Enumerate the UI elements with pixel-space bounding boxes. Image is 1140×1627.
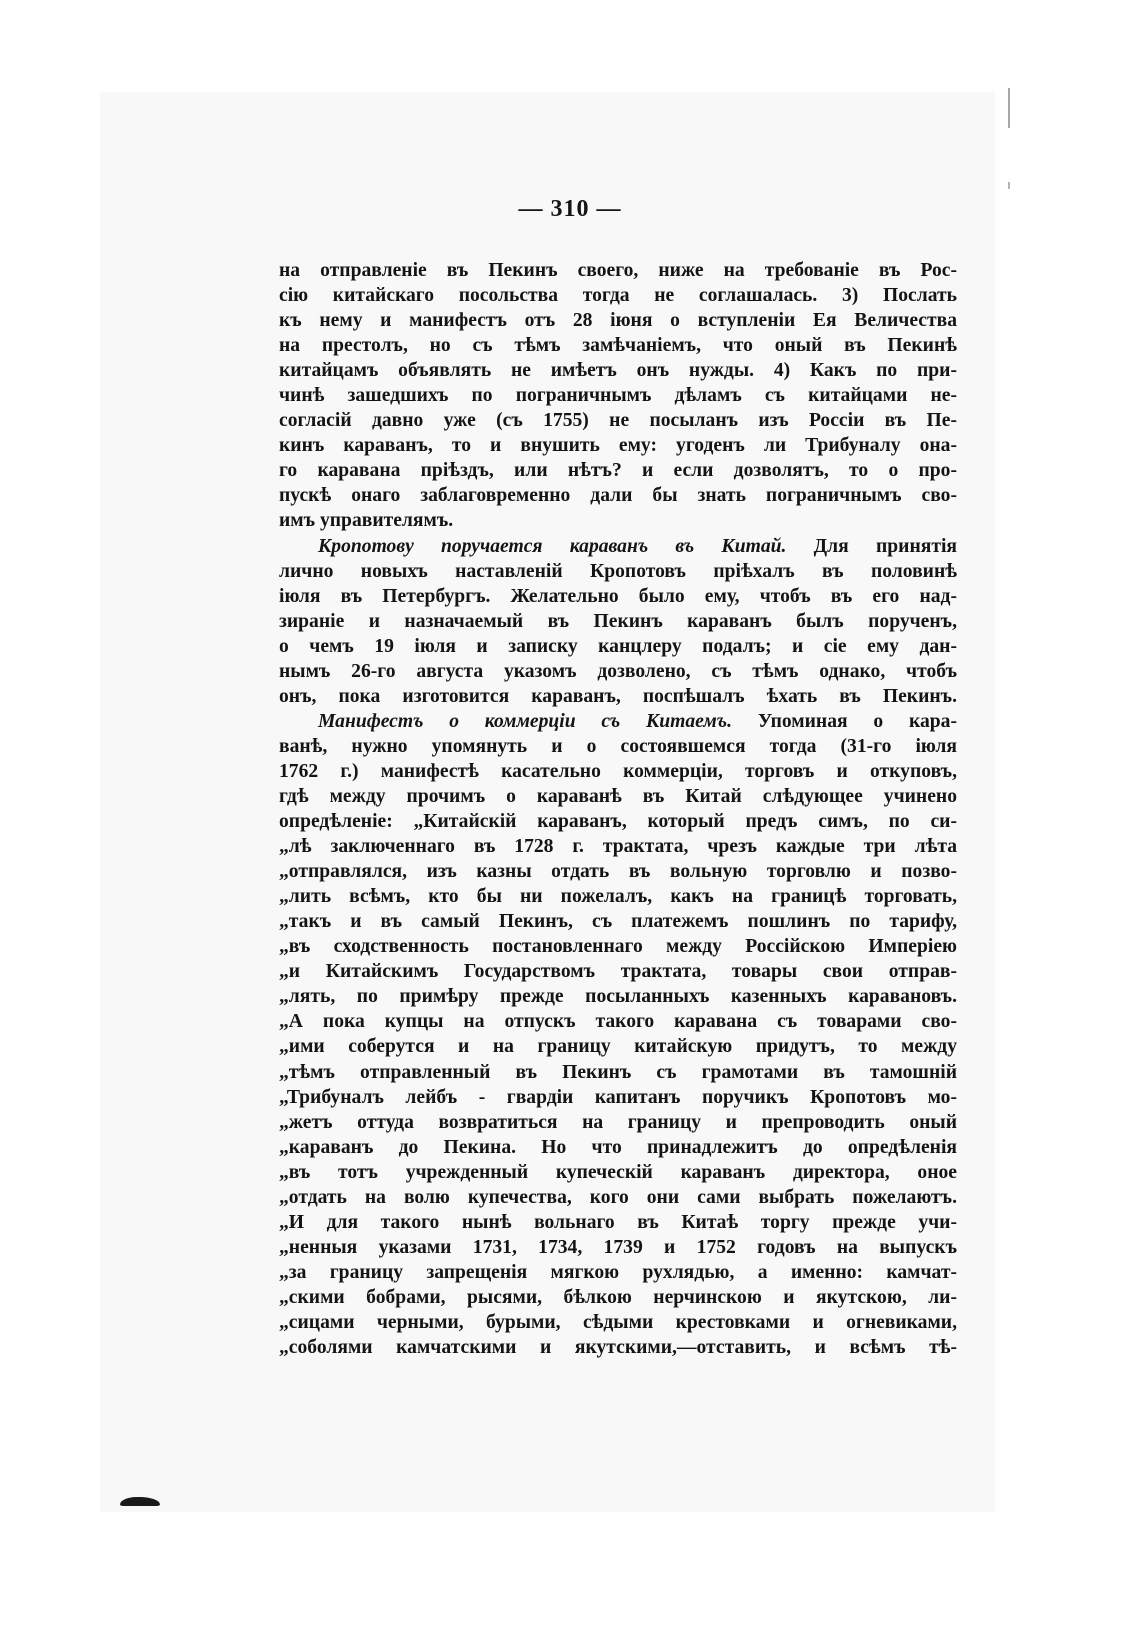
text-line: „лить всѣмъ, кто бы ни пожелалъ, какъ на границѣ торговать, [279, 886, 957, 908]
paragraph-first-line [279, 709, 957, 734]
text-line: онъ, пока изготовится караванъ, поспѣшалъ ѣхать въ Пекинъ. [279, 685, 957, 707]
text-line: лично новыхъ наставленій Кропотовъ пріѣхалъ въ половинѣ [279, 560, 957, 582]
scan-edge-dot [1008, 182, 1010, 189]
text-line: кинъ караванъ, то и внушить ему: угоденъ ли Трибуналу она- [279, 435, 957, 457]
text-run: Для принятія [786, 535, 957, 557]
text-line: „и Китайскимъ Государствомъ трактата, товары свои отправ- [279, 961, 957, 983]
text-line: на престолъ, но съ тѣмъ замѣчаніемъ, что оный въ Пекинѣ [279, 335, 957, 357]
ink-blot [120, 1497, 160, 1506]
text-line: „ими соберутся и на границу китайскую придутъ, то между [279, 1036, 957, 1058]
text-line: „отправлялся, изъ казны отдать въ вольную торговлю и позво- [279, 861, 957, 883]
text-line: „за границу запрещенія мягкою рухлядью, а именно: камчат- [279, 1261, 957, 1283]
section-heading: Манифестъ о коммерціи съ Китаемъ. [318, 710, 733, 732]
text-line: „въ тотъ учрежденный купеческій караванъ директора, оное [279, 1161, 957, 1183]
text-line: имъ управителямъ. [279, 510, 454, 532]
text-line: іюля въ Петербургъ. Желательно было ему, чтобъ въ его над- [279, 585, 957, 607]
scan-edge-mark [1008, 88, 1010, 128]
text-line: „сицами черными, бурыми, сѣдыми крестовками и огневиками, [279, 1311, 957, 1333]
text-line: „въ сходственность постановленнаго между Россійскою Имперіею [279, 936, 957, 958]
text-line: „жетъ оттуда возвратиться на границу и препроводить оный [279, 1111, 957, 1133]
text-line: зираніе и назначаемый въ Пекинъ караванъ былъ порученъ, [279, 610, 957, 632]
page-number: — 310 — [518, 196, 622, 222]
paragraph-3 [279, 709, 957, 1360]
text-line: „такъ и въ самый Пекинъ, съ платежемъ пошлинъ по тарифу, [279, 911, 957, 933]
text-line: „лѣ заключеннаго въ 1728 г. трактата, чрезъ каждые три лѣта [279, 836, 957, 858]
body-text [279, 258, 957, 1360]
paragraph-2 [279, 534, 957, 709]
text-line: о чемъ 19 іюля и записку канцлеру подалъ; и сіе ему дан- [279, 635, 957, 657]
text-line: „А пока купцы на отпускъ такого каравана съ товарами сво- [279, 1011, 957, 1033]
text-line: „И для такого нынѣ вольнаго въ Китаѣ торгу прежде учи- [279, 1211, 957, 1233]
text-line: „скими бобрами, рысями, бѣлкою нерчинскою и якутскою, ли- [279, 1286, 957, 1308]
text-line: ванѣ, нужно упомянуть и о состоявшемся тогда (31-го іюля [279, 735, 957, 757]
text-line: „караванъ до Пекина. Но что принадлежитъ до опредѣленія [279, 1136, 957, 1158]
text-line: „тѣмъ отправленный въ Пекинъ съ грамотами въ тамошній [279, 1061, 957, 1083]
text-line: „отдать на волю купечества, кого они сами выбрать пожелаютъ. [279, 1186, 957, 1208]
text-line: къ нему и манифестъ отъ 28 іюня о вступленіи Ея Величества [279, 310, 957, 332]
text-line: го каравана пріѣздъ, или нѣтъ? и если дозволятъ, то о про- [279, 460, 957, 482]
paragraph-1 [279, 258, 957, 534]
text-line: 1762 г.) манифестѣ касательно коммерціи, торговъ и откуповъ, [279, 760, 957, 782]
section-heading: Кропотову поручается караванъ въ Китай. [318, 535, 787, 557]
text-line: „Трибуналъ лейбъ - гвардіи капитанъ поручикъ Кропотовъ мо- [279, 1086, 957, 1108]
text-run: Упоминая о кара- [732, 710, 957, 732]
paragraph-first-line [279, 534, 957, 559]
text-line: „ненныя указами 1731, 1734, 1739 и 1752 годовъ на выпускъ [279, 1236, 957, 1258]
text-line: сію китайскаго посольства тогда не соглашалась. 3) Послать [279, 285, 957, 307]
text-line: китайцамъ объявлять не имѣетъ онъ нужды. 4) Какъ по при- [279, 360, 957, 382]
text-line: согласій давно уже (съ 1755) не посыланъ изъ Россіи въ Пе- [279, 410, 957, 432]
text-line: „соболями камчатскими и якутскими,—отставить, и всѣмъ тѣ- [279, 1337, 957, 1359]
text-line: пускѣ онаго заблаговременно дали бы знать пограничнымъ сво- [279, 485, 957, 507]
text-line: на отправленіе въ Пекинъ своего, ниже на требованіе въ Рос- [279, 260, 957, 281]
text-line: „лять, по примѣру прежде посыланныхъ казенныхъ каравановъ. [279, 986, 957, 1008]
text-line: чинѣ зашедшихъ по пограничнымъ дѣламъ съ китайцами не- [279, 385, 957, 407]
text-line: опредѣленіе: „Китайскій караванъ, который предъ симъ, по си- [279, 811, 957, 833]
text-line: нымъ 26-го августа указомъ дозволено, съ тѣмъ однако, чтобъ [279, 660, 957, 682]
text-line: гдѣ между прочимъ о караванѣ въ Китай слѣдующее учинено [279, 785, 957, 807]
